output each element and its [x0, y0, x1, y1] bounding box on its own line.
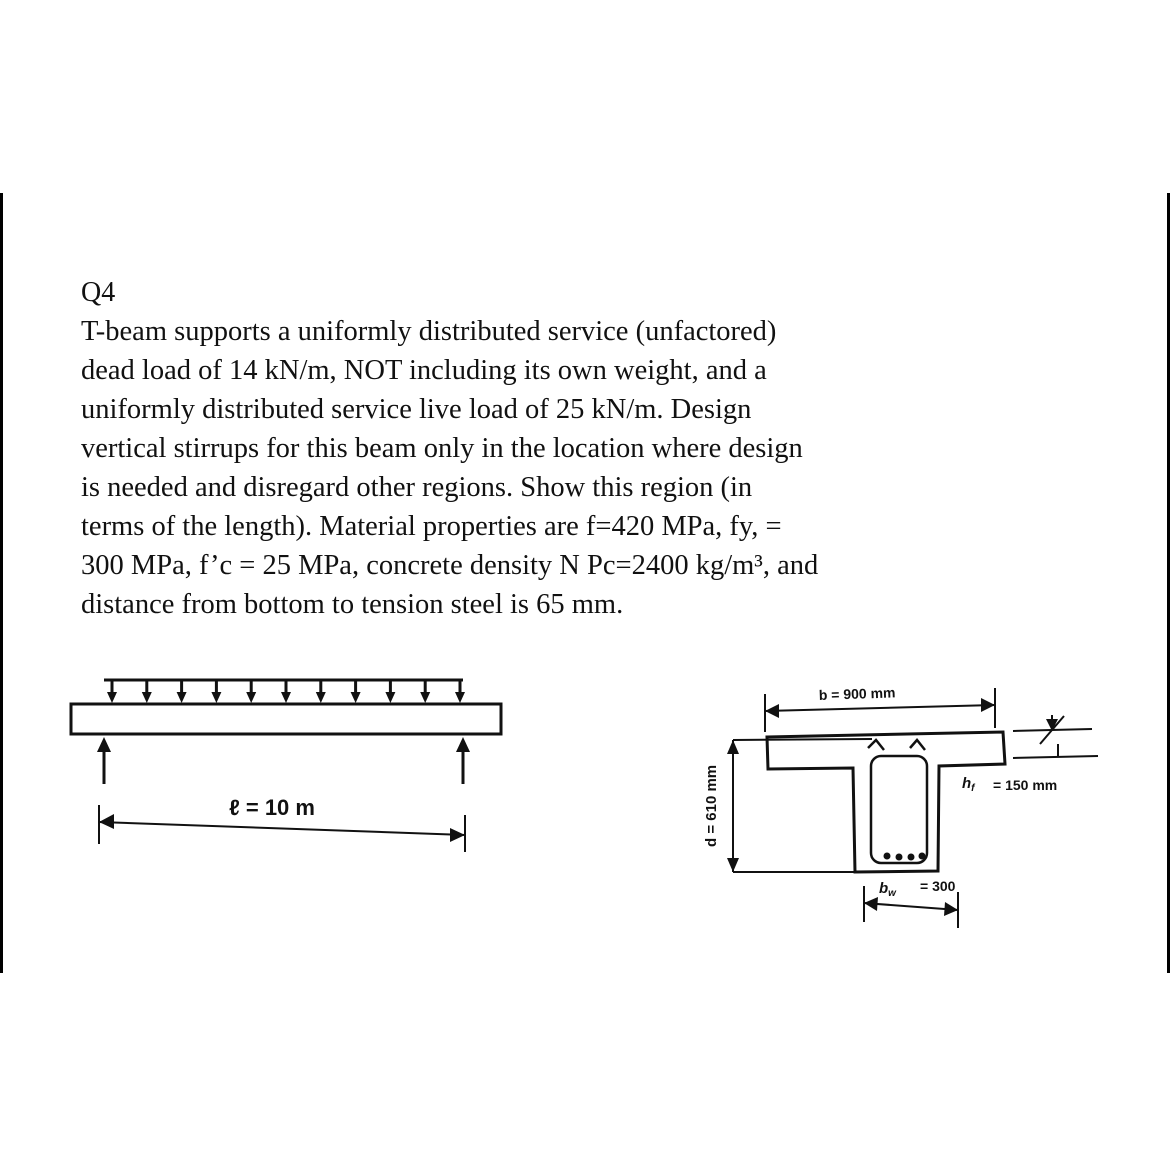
- question-text-line: T-beam supports a uniformly distributed service (unfactored): [81, 316, 777, 347]
- load-arrow: [351, 680, 361, 703]
- question-text-line: distance from bottom to tension steel is 65 mm.: [81, 589, 624, 620]
- web-width-value: = 300: [920, 878, 956, 894]
- question-text-line: 300 MPa, f’c = 25 MPa, concrete density N Pc=2400 kg/m³, and: [81, 550, 819, 581]
- load-arrow: [142, 680, 152, 703]
- question-text-line: vertical stirrups for this beam only in the location where design: [81, 433, 803, 464]
- flange-thickness-dimension: [1013, 715, 1098, 758]
- right-support-arrow: [456, 737, 470, 784]
- load-arrow: [246, 680, 256, 703]
- load-arrow: [211, 680, 221, 703]
- stirrup: [868, 740, 927, 863]
- depth-dimension: [727, 739, 872, 872]
- question-text-line: terms of the length). Material properties are f=420 MPa, fy, =: [81, 511, 782, 542]
- tension-bars: [884, 853, 926, 861]
- beam-diagram: [71, 680, 501, 852]
- web-width-subscript: w: [888, 888, 896, 899]
- span-label: ℓ = 10 m: [229, 795, 315, 820]
- depth-label: d = 610 mm: [703, 764, 720, 847]
- question-text-line: dead load of 14 kN/m, NOT including its own weight, and a: [81, 355, 767, 386]
- load-arrow: [316, 680, 326, 703]
- question-number: Q4: [81, 277, 116, 308]
- flange-width-label: b = 900 mm: [818, 684, 896, 703]
- question-text-line: uniformly distributed service live load of 25 kN/m. Design: [81, 394, 752, 425]
- flange-thickness-symbol: $h_f$: [962, 775, 975, 794]
- t-section-outline: [767, 732, 1005, 872]
- load-arrows: [107, 680, 465, 703]
- left-support-arrow: [97, 737, 111, 784]
- load-arrow: [385, 680, 395, 703]
- load-arrow: [177, 680, 187, 703]
- web-width-symbol: $b_w$: [879, 880, 896, 899]
- flange-thickness-subscript: f: [971, 783, 975, 794]
- t-section-diagram: [727, 688, 1098, 928]
- load-arrow: [455, 680, 465, 703]
- load-arrow: [281, 680, 291, 703]
- load-arrow: [107, 680, 117, 703]
- load-arrow: [420, 680, 430, 703]
- question-text-line: is needed and disregard other regions. Show this region (in: [81, 472, 753, 503]
- flange-thickness-value: = 150 mm: [993, 777, 1058, 793]
- distributed-load: [104, 680, 465, 703]
- beam-body: [71, 704, 501, 734]
